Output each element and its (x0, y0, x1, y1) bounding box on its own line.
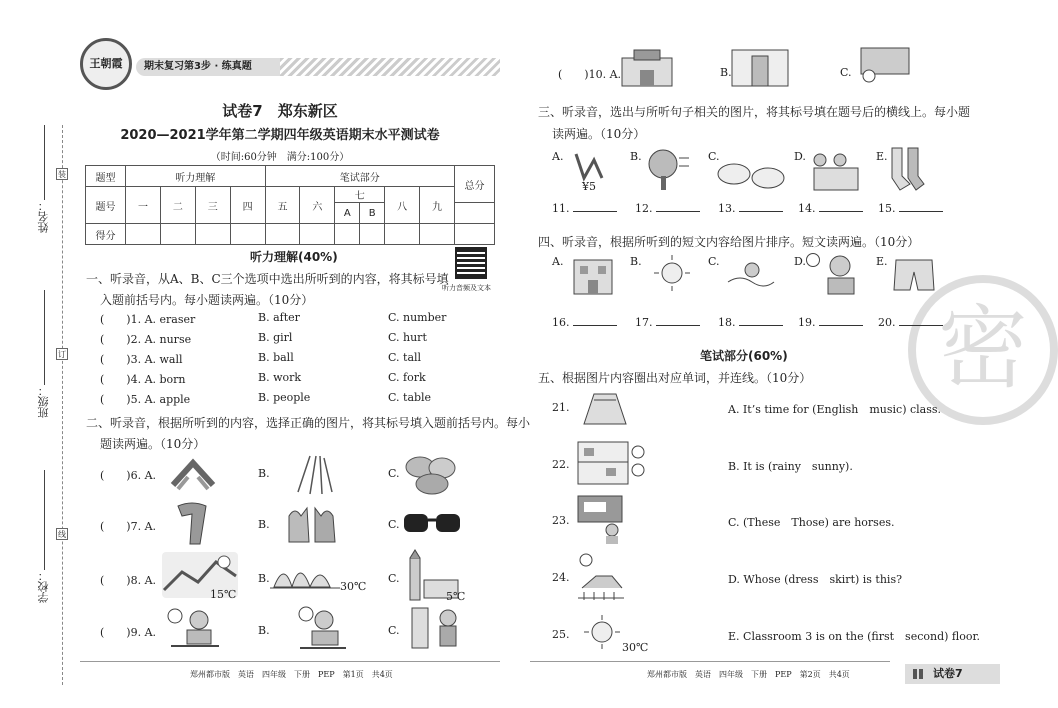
boy-eating-icon[interactable] (165, 606, 221, 652)
answer-20[interactable] (899, 316, 943, 326)
cell-listening: 听力理解 (126, 166, 266, 187)
windy-tree-icon[interactable] (645, 148, 691, 192)
cell-total: 总分 (455, 166, 495, 203)
boy-desk-icon[interactable] (292, 604, 348, 652)
time-note: （时间:60分钟 满分:100分） (210, 152, 350, 163)
scarf-icon[interactable] (170, 500, 214, 548)
q8-c-label: C. (388, 572, 400, 585)
q21-num: 21. (552, 401, 570, 414)
q1-item-1-c: C. number (388, 311, 447, 324)
q6-c-label: C. (388, 467, 400, 480)
cell-q9: 九 (420, 187, 455, 224)
q7-b-label: B. (258, 518, 270, 531)
answer-13[interactable] (739, 202, 783, 212)
q5-instruction: 五、根据图片内容圈出对应单词，并连线。（10分） (538, 371, 812, 385)
q9-c-label: C. (388, 624, 400, 637)
tag-grid-icon (913, 669, 923, 679)
shopping-bags-icon[interactable] (570, 150, 608, 180)
paper-subtitle: 2020—2021学年第二学期四年级英语期末水平测试卷 (120, 128, 440, 143)
q8-b-label: B. (258, 572, 270, 585)
score-q9[interactable] (420, 224, 455, 245)
q1-item-4-c: C. fork (388, 371, 426, 384)
score-q4[interactable] (230, 224, 265, 245)
cell-q5: 五 (265, 187, 300, 224)
q1-item-2-b: B. girl (258, 331, 293, 344)
q22-sentence[interactable]: B. It is (rainy sunny). (728, 460, 853, 473)
answer-17[interactable] (656, 316, 700, 326)
cell-type: 题型 (86, 166, 126, 187)
school-floors-icon[interactable] (576, 438, 646, 486)
q25-temp: 30℃ (622, 641, 649, 654)
q1-instruction-2: 入题前括号内。每小题读两遍。（10分） (100, 293, 314, 307)
skirt-icon[interactable] (582, 392, 628, 428)
q4-blank-20[interactable] (878, 316, 943, 329)
clock-icon (806, 253, 820, 267)
q3-instruction-2: 读两遍。（10分） (552, 127, 646, 141)
banner-stripes (280, 58, 500, 76)
q3-num-12: 12. (635, 202, 653, 215)
q2-instruction-1: 二、听录音，根据所听到的内容，选择正确的图片，将其标号填入题前括号内。每小 (86, 416, 531, 430)
score-q3[interactable] (195, 224, 230, 245)
answer-14[interactable] (819, 202, 863, 212)
right-footer-rule (530, 661, 890, 662)
q9-a-label[interactable]: ( )9. A. (100, 626, 157, 639)
school-label: 学校： (37, 570, 50, 603)
q10-b-label: B. (720, 66, 732, 79)
paper-tag-text: 试卷7 (933, 667, 963, 680)
score-q6[interactable] (300, 224, 335, 245)
q3-blank-13[interactable] (718, 202, 783, 215)
q3-num-15: 15. (878, 202, 896, 215)
q1-item-3-c: C. tall (388, 351, 422, 364)
written-heading: 笔试部分(60%) (700, 349, 788, 363)
score-q7b[interactable] (360, 224, 385, 245)
q1-item-1-a[interactable]: ( )1. A. eraser (100, 313, 196, 326)
school-building-icon[interactable] (570, 252, 616, 298)
gloves-icon[interactable] (285, 502, 339, 548)
cow-blackboard-icon[interactable] (576, 494, 626, 544)
q24-num: 24. (552, 571, 570, 584)
q1-item-4-b: B. work (258, 371, 302, 384)
q4-label-b: B. (630, 255, 642, 268)
brand-logo (80, 38, 132, 90)
q3-label-a: A. (552, 150, 564, 163)
q8-c-temp: 5℃ (446, 590, 466, 603)
margin-tag-2: 订 (58, 350, 66, 359)
boy-sleeping-icon[interactable] (822, 252, 860, 296)
cell-q8: 八 (385, 187, 420, 224)
sun-icon[interactable] (652, 254, 692, 292)
q3-label-c: C. (708, 150, 720, 163)
cell-q7a: A (335, 203, 360, 224)
q3-num-11: 11. (552, 202, 570, 215)
score-q1[interactable] (126, 224, 161, 245)
answer-16[interactable] (573, 316, 617, 326)
class-label: 班级： (37, 385, 50, 418)
q7-a-label[interactable]: ( )7. A. (100, 520, 157, 533)
q8-a-label[interactable]: ( )8. A. (100, 574, 157, 587)
q4-blank-16[interactable] (552, 316, 617, 329)
q3-num-13: 13. (718, 202, 736, 215)
q1-item-5-c: C. table (388, 391, 432, 404)
answer-15[interactable] (899, 202, 943, 212)
brand-logo-text: 王朝霞 (89, 57, 123, 70)
sheep-icon[interactable] (712, 158, 792, 194)
q3-num-14: 14. (798, 202, 816, 215)
q4-num-18: 18. (718, 316, 736, 329)
q1-item-5-a[interactable]: ( )5. A. apple (100, 393, 191, 406)
qr-caption: 听力音频及文本 (442, 284, 491, 292)
right-page (500, 0, 1028, 708)
q4-label-a: A. (552, 255, 564, 268)
step-banner: 期末复习第3步 · 练真题 (136, 58, 306, 76)
opera-house-icon[interactable] (270, 555, 340, 591)
score-q5[interactable] (265, 224, 300, 245)
answer-18[interactable] (739, 316, 783, 326)
q4-num-19: 19. (798, 316, 816, 329)
q6-b-label: B. (258, 467, 270, 480)
q3-blank-11[interactable] (552, 202, 617, 215)
cell-q3: 三 (195, 187, 230, 224)
socks-icon[interactable] (886, 146, 926, 192)
q10-c-label: C. (840, 66, 852, 79)
q4-num-16: 16. (552, 316, 570, 329)
score-q2[interactable] (160, 224, 195, 245)
cell-written: 笔试部分 (265, 166, 454, 187)
teacher-board-icon[interactable] (855, 46, 911, 88)
q10-a-label[interactable]: ( )10. A. (558, 68, 622, 81)
chopsticks-icon[interactable] (290, 452, 334, 496)
cell-qnum: 题号 (86, 187, 126, 224)
q3-blank-14[interactable] (798, 202, 863, 215)
q3-blank-12[interactable] (635, 202, 700, 215)
left-footer: 郑州都市版 英语 四年级 下册 PEP 第1页 共4页 (190, 670, 393, 679)
q4-num-17: 17. (635, 316, 653, 329)
margin-tag-1: 装 (58, 170, 66, 179)
binding-line (62, 125, 63, 685)
q8-a-temp: 15℃ (210, 588, 237, 601)
cell-q7b: B (360, 203, 385, 224)
cell-total-score[interactable] (455, 203, 495, 224)
q3-instruction-1: 三、听录音，选出与所听句子相关的图片，将其标号填在题号后的横线上。每小题 (538, 105, 971, 119)
q25-num: 25. (552, 628, 570, 641)
q4-blank-18[interactable] (718, 316, 783, 329)
q4-blank-17[interactable] (635, 316, 700, 329)
confidential-watermark: 密 (908, 275, 1058, 425)
q8-b-temp: 30℃ (340, 580, 367, 593)
score-q7a[interactable] (335, 224, 360, 245)
q1-item-3-b: B. ball (258, 351, 294, 364)
q1-item-4-a[interactable]: ( )4. A. born (100, 373, 186, 386)
paper-title: 试卷7 郑东新区 (222, 102, 338, 120)
answer-19[interactable] (819, 316, 863, 326)
name-label: 姓名： (37, 200, 50, 233)
listening-heading: 听力理解(40%) (250, 250, 338, 264)
q1-item-2-c: C. hurt (388, 331, 427, 344)
score-total[interactable] (455, 224, 495, 245)
q2-instruction-2: 题读两遍。（10分） (100, 437, 206, 451)
q22-num: 22. (552, 458, 570, 471)
answer-12[interactable] (656, 202, 700, 212)
class-line (44, 290, 45, 385)
cell-score: 得分 (86, 224, 126, 245)
q9-b-label: B. (258, 624, 270, 637)
cell-q1: 一 (126, 187, 161, 224)
margin-tag-3: 线 (58, 530, 66, 539)
supermarket-icon[interactable] (620, 48, 674, 88)
girl-door-icon[interactable] (408, 604, 464, 652)
score-q8[interactable] (385, 224, 420, 245)
q4-blank-19[interactable] (798, 316, 863, 329)
scarf-pair-icon[interactable] (168, 455, 218, 493)
q1-instruction-1: 一、听录音，从A、B、C三个选项中选出所听到的内容，将其标号填 (86, 272, 449, 286)
potatoes-icon[interactable] (402, 452, 460, 496)
children-shopping-icon[interactable] (806, 150, 864, 194)
q6-a-label[interactable]: ( )6. A. (100, 469, 157, 482)
q1-item-1-b: B. after (258, 311, 300, 324)
q3-label-e: E. (876, 150, 888, 163)
answer-11[interactable] (573, 202, 617, 212)
sun-face-icon[interactable] (582, 614, 622, 650)
q4-label-d: D. (794, 255, 806, 268)
q4-num-20: 20. (878, 316, 896, 329)
cell-q7: 七 (335, 187, 385, 203)
left-footer-rule (80, 661, 500, 662)
cell-q2: 二 (160, 187, 195, 224)
shorts-icon[interactable] (892, 258, 936, 294)
school-line (44, 470, 45, 570)
q1-item-3-a[interactable]: ( )3. A. wall (100, 353, 183, 366)
q3-label-d: D. (794, 150, 806, 163)
q4-label-c: C. (708, 255, 720, 268)
q3-label-b: B. (630, 150, 642, 163)
library-door-icon[interactable] (730, 48, 790, 88)
qr-code-icon[interactable] (455, 247, 487, 279)
q3-blank-15[interactable] (878, 202, 943, 215)
q1-item-5-b: B. people (258, 391, 311, 404)
q21-sentence[interactable]: A. It’s time for (English music) class. (728, 403, 942, 416)
q3-price: ¥5 (582, 180, 596, 193)
q25-sentence[interactable]: E. Classroom 3 is on the (first second) floor. (728, 630, 981, 643)
q4-label-e: E. (876, 255, 888, 268)
sunglasses-icon[interactable] (402, 508, 462, 538)
q7-c-label: C. (388, 518, 400, 531)
cell-q4: 四 (230, 187, 265, 224)
swimming-icon[interactable] (726, 258, 776, 292)
q1-item-2-a[interactable]: ( )2. A. nurse (100, 333, 192, 346)
cell-q6: 六 (300, 187, 335, 224)
right-footer: 郑州都市版 英语 四年级 下册 PEP 第2页 共4页 (647, 670, 850, 679)
score-table (85, 165, 495, 245)
horses-field-icon[interactable] (576, 552, 626, 604)
q24-sentence[interactable]: D. Whose (dress skirt) is this? (728, 573, 902, 586)
q23-num: 23. (552, 514, 570, 527)
q4-instruction: 四、听录音，根据所听到的短文内容给图片排序。短文读两遍。（10分） (538, 235, 920, 249)
q23-sentence[interactable]: C. (These Those) are horses. (728, 516, 895, 529)
